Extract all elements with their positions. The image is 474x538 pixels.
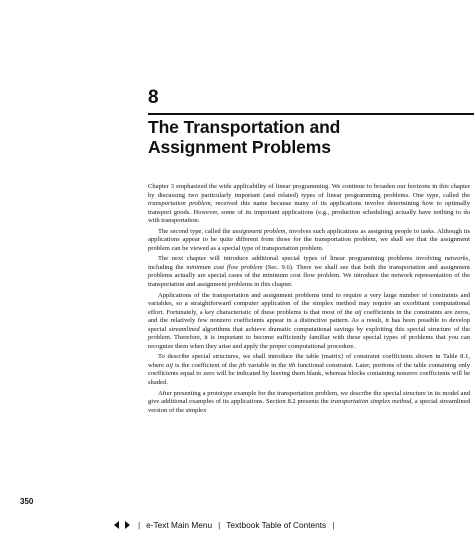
text-run: To describe special structures, we shall introduce the table (matrix) of constraint coefficients shown in Table 8.1, where (148, 353, 470, 369)
paragraph-4 (148, 292, 470, 352)
page-number: 350 (20, 497, 34, 506)
paragraph-2 (148, 228, 470, 254)
math-ith: ith (288, 361, 296, 369)
term-streamlined: streamlined (168, 325, 200, 333)
previous-page-arrow-icon[interactable] (112, 520, 122, 530)
chapter-title (148, 117, 468, 157)
text-run: (Sec. 9.6). There we shall see that both the transportation and assignment problems actually are special cases of the minimum cost flow problem. We introduce the network representation of the transportation and assignment problems in this chapter. (148, 263, 470, 289)
chapter-title-line-1: The Transportation and (148, 117, 341, 137)
term-transportation-problem: transportation problem, (148, 200, 213, 208)
text-run: coefficients in the constraints are zeros, and the relatively few nonzero coefficients appear in a distinctive pattern. As a result, it has been possible to develop special (148, 308, 470, 333)
text-run: After presenting a prototype example for the transportation problem, we describe the special structure in its model and give additional examples of its applications. Section 8.2 presents the (148, 389, 470, 406)
chapter-rule (148, 113, 474, 115)
paragraph-1 (148, 183, 470, 226)
separator: | (138, 520, 141, 530)
text-run: variable in the (245, 361, 289, 369)
text-run: including the (148, 263, 187, 271)
next-page-arrow-icon[interactable] (122, 520, 132, 530)
term-networks: networks, (444, 255, 470, 263)
paragraph-5 (148, 353, 470, 387)
chapter-number: 8 (148, 87, 159, 108)
text-run: The second type, called the (158, 227, 233, 235)
textbook-toc-link[interactable]: Textbook Table of Contents (226, 520, 327, 530)
chapter-title-line-2: Assignment Problems (148, 137, 331, 157)
footer-navigation (112, 518, 340, 532)
text-run: functional constraint. Later, portions of the table containing only coefficients equal to zero will be indicated by leaving them blank, whereas blocks containing nonzero coefficients will be shaded. (148, 361, 470, 387)
text-run: involves such applications as assigning people to tasks. Although its applications appear to be quite different from those for the transportation problem, we shall see that the assignment problem can be viewed as a special type of transportation problem. (148, 227, 470, 252)
etext-main-menu-link[interactable]: e-Text Main Menu (146, 520, 213, 530)
text-run: received this name because many of its applications involve determining how to optimally transport goods. However, some of its important applications (e.g., production scheduling) actually have nothing to do with transportation. (148, 200, 470, 225)
math-aij: aij (354, 308, 362, 316)
term-minimum-cost-flow-problem: minimum cost flow problem (186, 263, 263, 271)
text-run: algorithms that achieve dramatic computational savings by exploiting this special structure of the problem. Therefore, it is important to become sufficiently familiar with these special types of problems that you can recognize them when they arise and apply the proper computational procedure. (148, 325, 470, 350)
separator: | (218, 520, 221, 530)
text-run: is the coefficient of the (172, 361, 240, 369)
text-run: Chapter 3 emphasized the wide applicability of linear programming. We continue to broaden our horizons in this chapter by discussing two particularly important (and related) types of linear programming problems. One type, called the (148, 183, 470, 199)
paragraph-3 (148, 255, 470, 289)
math-aij: aij (166, 361, 173, 369)
text-run: The next chapter will introduce additional special types of linear programming problems involving (158, 255, 445, 263)
paragraph-6 (148, 390, 470, 416)
text-run: a special streamlined version of the simplex (148, 398, 470, 414)
term-transportation-simplex-method: transportation simplex method, (330, 398, 413, 406)
text-run: Applications of the transportation and assignment problems tend to require a very large number of constraints and variables, so a straightforward computer application of the simplex method may require an exorbitant computational effort. Fortunately, a key characteristic of these problems is that most of the (148, 291, 470, 316)
term-assignment-problem: assignment problem, (232, 227, 288, 235)
body-text (148, 183, 470, 415)
separator: | (332, 520, 335, 530)
math-jth: jth (239, 361, 246, 369)
